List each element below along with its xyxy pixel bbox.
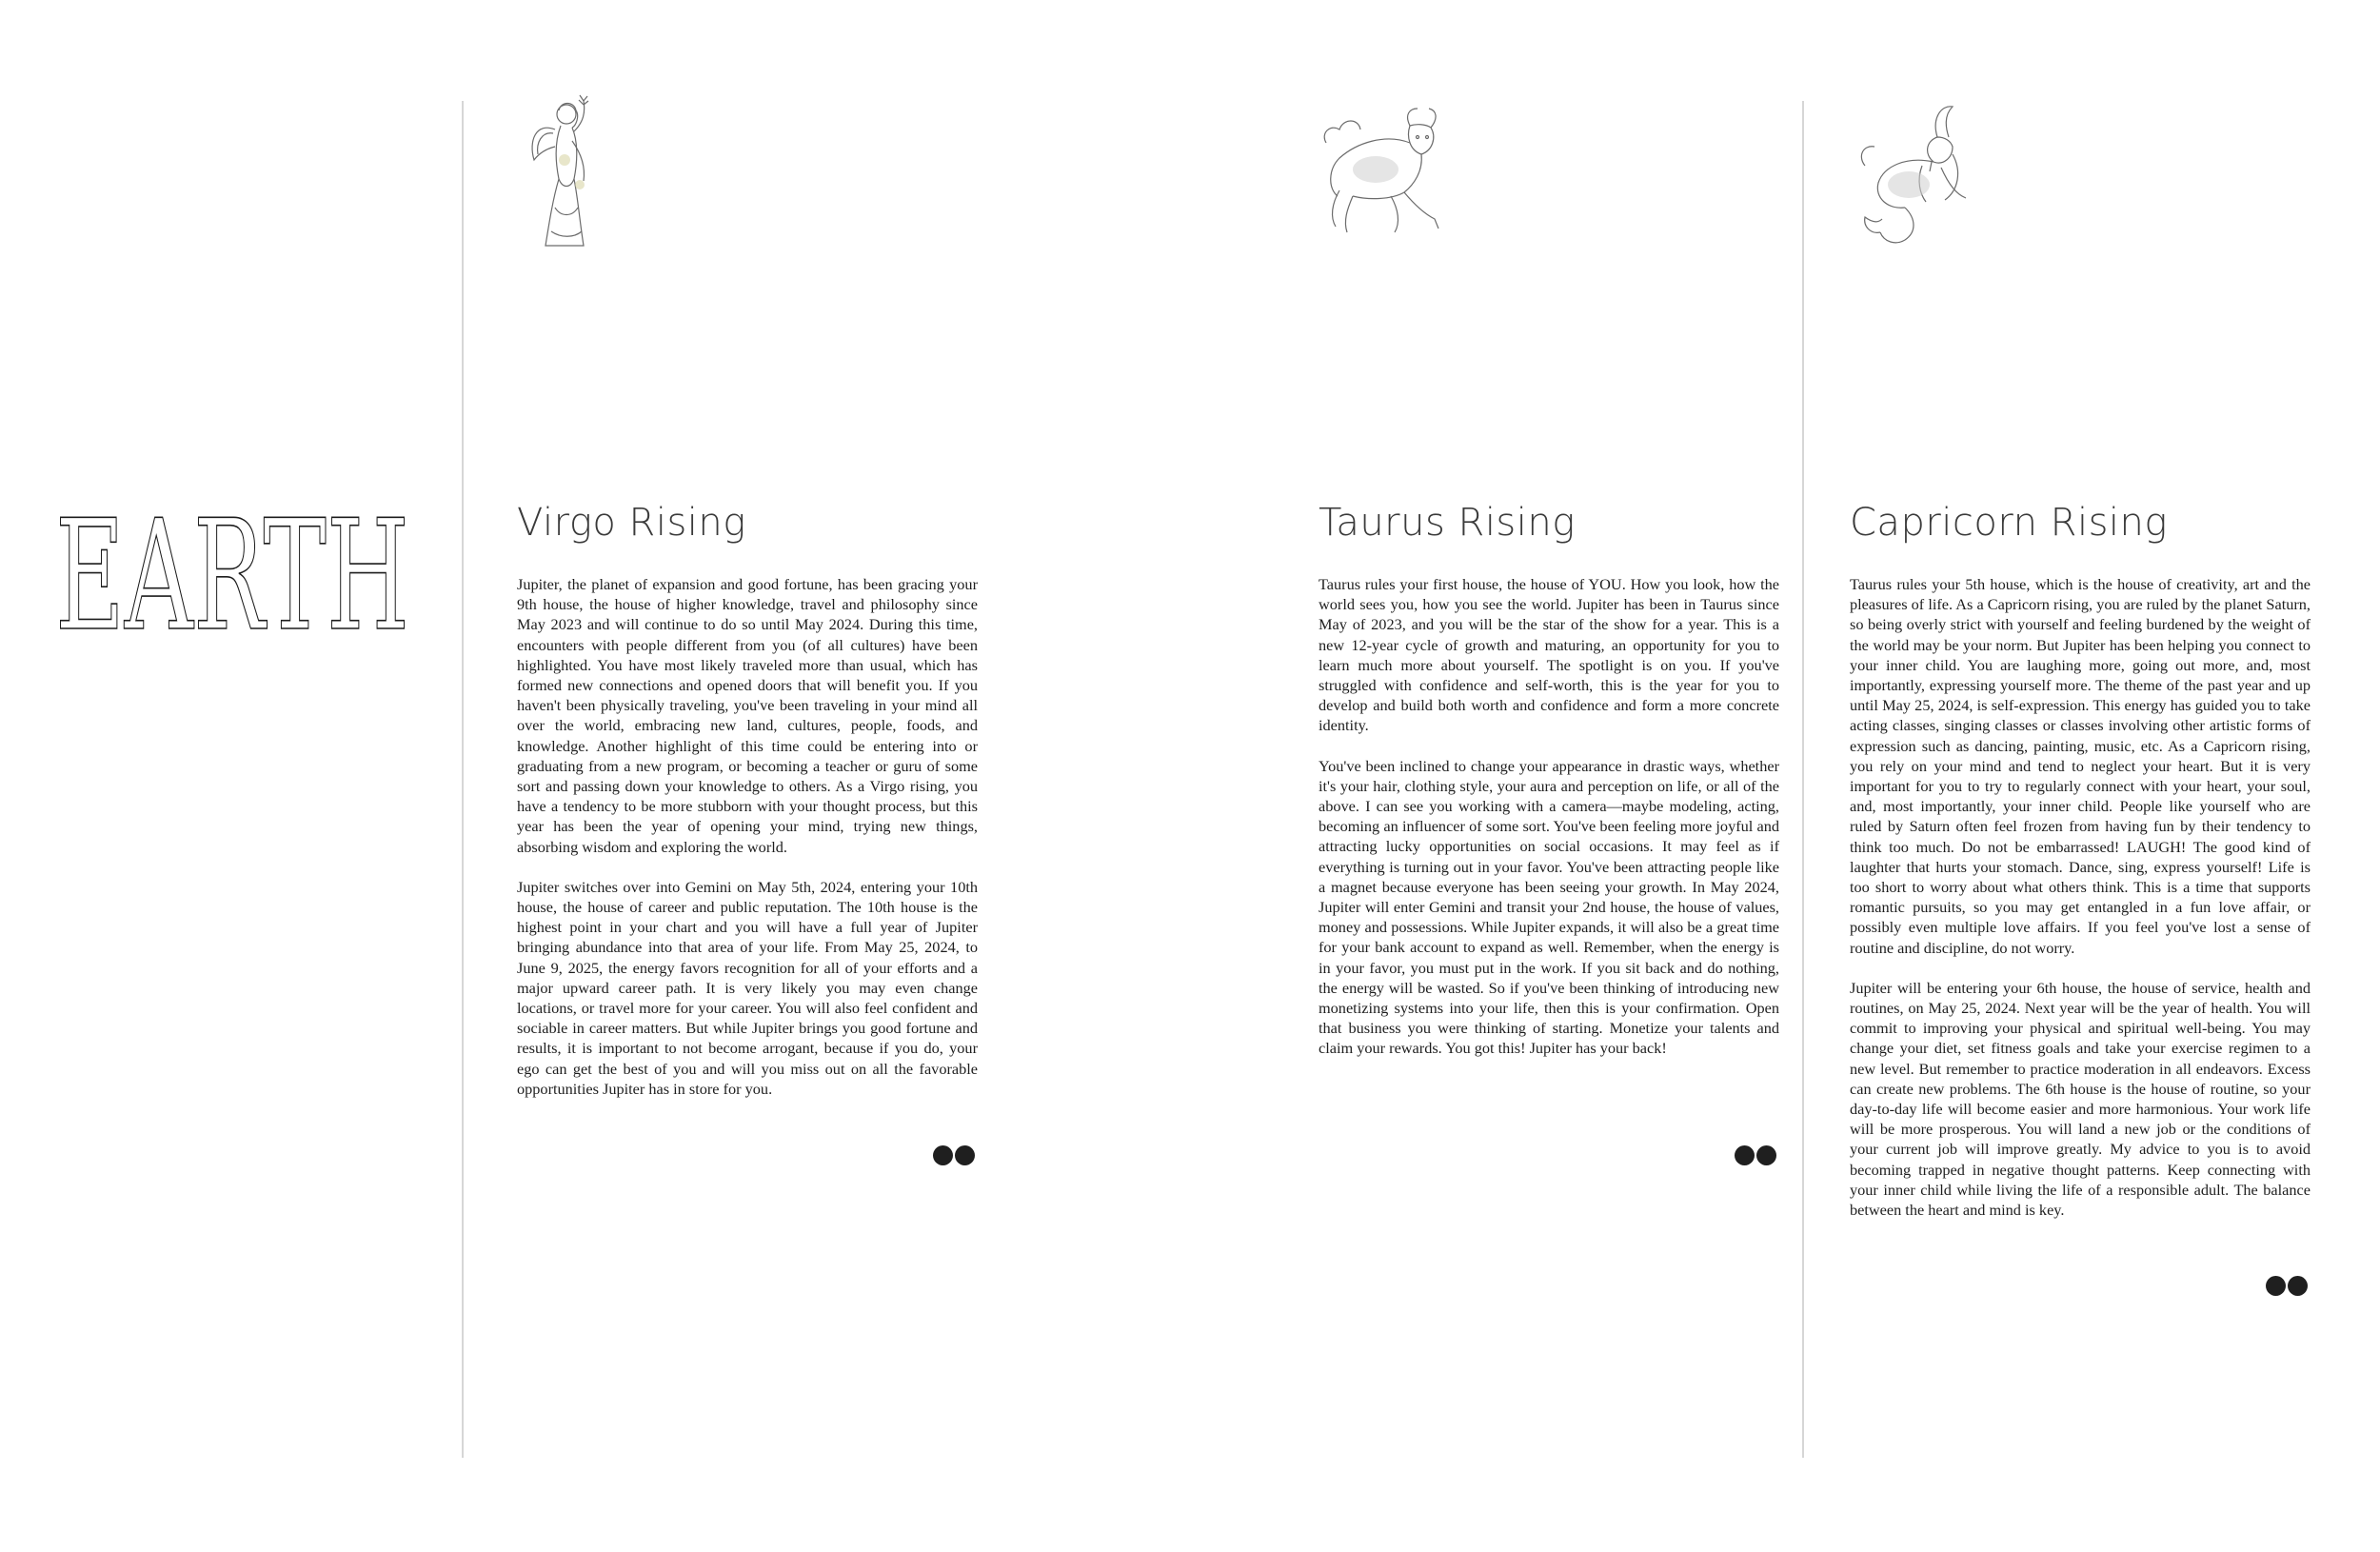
paragraph: Jupiter switches over into Gemini on May 5th, 2024, entering your 10th house, the house of career and public reputation. The 10th house is the highest point in your chart and you will have a full year of Jupiter bringing abundance into that area of your life. From May 25, 2024, to June 9, 2025, the energy favors recognition for all of your efforts and a major upward career path. It is very likely you may even change locations, or travel more for your career. You will also feel confident and sociable in career matters. But while Jupiter brings you good fortune and results, it is important to not become arrogant, because if you do, your ego can get the best of you and will you miss out on all the favorable opportunities Jupiter has in store for you. (517, 877, 978, 1098)
sign-title: Capricorn Rising (1850, 501, 2168, 545)
paragraph: Taurus rules your first house, the house of YOU. How you look, how the world sees you, how you see the world. Jupiter has been in Taurus since May of 2023, and you will be the star of the show for a year. This is a new 12-year cycle of growth and maturing, an opportunity for you to learn much more about yourself. The spotlight is on you. If you've struggled with confidence and self-worth, this is the year for you to develop and build both worth and confidence and form a more concrete identity. (1319, 575, 1779, 735)
earth-title-text: EARTH (55, 495, 410, 657)
end-dot (2288, 1276, 2308, 1296)
end-dot (1756, 1145, 1776, 1165)
taurus-icon (1319, 105, 1452, 248)
column-capricorn (1850, 0, 2311, 1552)
paragraph: You've been inclined to change your appearance in drastic ways, whether it's your hair, clothing style, your aura and perception on life, or all of the above. I can see you working with a camera—maybe modeling, acting, becoming an influencer of some sort. You've been feeling more joyful and attracting lucky opportunities on social occasions. It may feel as if everything is turning out in your favor. You've been attracting people like a magnet because everyone has been seeing your growth. In May 2024, Jupiter will enter Gemini and transit your 2nd house, the house of values, money and possessions. While Jupiter expands, it will also be a great time for your bank account to expand as well. Remember, when the energy is in your favor, you must put in the work. If you sit back and do nothing, the energy will be wasted. So if you've been thinking of introducing new monetizing systems into your life, then this is your confirmation. Open that business you were thinking of starting. Monetize your talents and claim your rewards. You got this! Jupiter has your back! (1319, 756, 1779, 1058)
sign-body (1850, 574, 2311, 1220)
end-dot (933, 1145, 953, 1165)
virgo-maiden-illustration (517, 93, 612, 260)
column-taurus (1319, 0, 1779, 1552)
end-dot (955, 1145, 975, 1165)
end-dot (1735, 1145, 1755, 1165)
column-divider-right (1802, 101, 1804, 1458)
sign-title: Virgo Rising (517, 501, 746, 545)
section-title (55, 495, 436, 657)
virgo-icon (517, 93, 612, 255)
end-mark-dots (933, 1145, 975, 1166)
paragraph: Taurus rules your 5th house, which is the house of creativity, art and the pleasures of life. As a Capricorn rising, you are ruled by the planet Saturn, so being overly strict with yourself and feeling burdened by the weight of the world may be your norm. But Jupiter has been helping you connect to your inner child. You are laughing more, going out more, and, most importantly, expressing yourself more. The theme of the past year and up until May 25, 2024, is self-expression. This energy has guided you to take acting classes, singing classes or classes involving other artistic forms of expression such as dancing, painting, music, etc. As a Capricorn rising, you rely on your mind and tend to neglect your heart. But it is very important for you to try to regularly connect with your heart, your soul, and, most importantly, your inner child. People like yourself who are ruled by Saturn often feel frozen from having fun by their tendency to think too much. Do not be embarrassed! LAUGH! The good kind of laughter that hurts your stomach. Dance, sing, express yourself! Life is too short to worry about what others think. This is a time that supports romantic pursuits, so you may get entangled in a fun love affair, or possibly even multiple love affairs. If you feel you've lost a sense of routine and discipline, do not worry. (1850, 575, 2311, 957)
sign-title: Taurus Rising (1319, 501, 1576, 545)
paragraph: Jupiter, the planet of expansion and good fortune, has been gracing your 9th house, the house of higher knowledge, travel and philosophy since May 2023 and will continue to do so until May 2024. During this time, encounters with people different from you (of all cultures) have been highlighted. You have most likely traveled more than usual, which has formed new connections and opened doors that will benefit you. If you haven't been physically traveling, you've been traveling in your mind all over the world, embracing new land, cultures, people, foods, and knowledge. Another highlight of this time could be entering into or graduating from a new program, or becoming a teacher or guru of some sort and passing down your knowledge to others. As a Virgo rising, you have a tendency to be more stubborn with your thought process, but this year has been the year of opening your mind, trying new things, absorbing wisdom and exploring the world. (517, 575, 978, 856)
capricorn-seagoat-illustration (1850, 99, 1993, 256)
sign-body (1319, 574, 1779, 1059)
paragraph: Jupiter will be entering your 6th house, the house of service, health and routines, on May 25, 2024. Next year will be the year of health. You will commit to improving your physical and spiritual well-being. You may change your diet, set fitness goals and take your exercise regimen to a new level. But remember to practice moderation in all endeavors. Excess can create new problems. The 6th house is the house of routine, so your day-to-day life will become easier and more harmonious. Your work life will be more prosperous. You will land a new job or the conditions of your current job will improve greatly. My advice to you is to avoid becoming trapped in negative thought patterns. Keep connecting with your inner child while living the life of a responsible adult. The balance between the heart and mind is key. (1850, 978, 2311, 1220)
column-virgo (517, 0, 978, 1552)
end-mark-dots (1735, 1145, 1776, 1166)
end-dot (2266, 1276, 2286, 1296)
taurus-bull-illustration (1319, 105, 1452, 252)
sign-body (517, 574, 978, 1099)
end-mark-dots (2266, 1276, 2308, 1297)
column-divider-left (462, 101, 464, 1458)
capricorn-icon (1850, 99, 1993, 251)
earth-title-lettering (55, 495, 436, 657)
